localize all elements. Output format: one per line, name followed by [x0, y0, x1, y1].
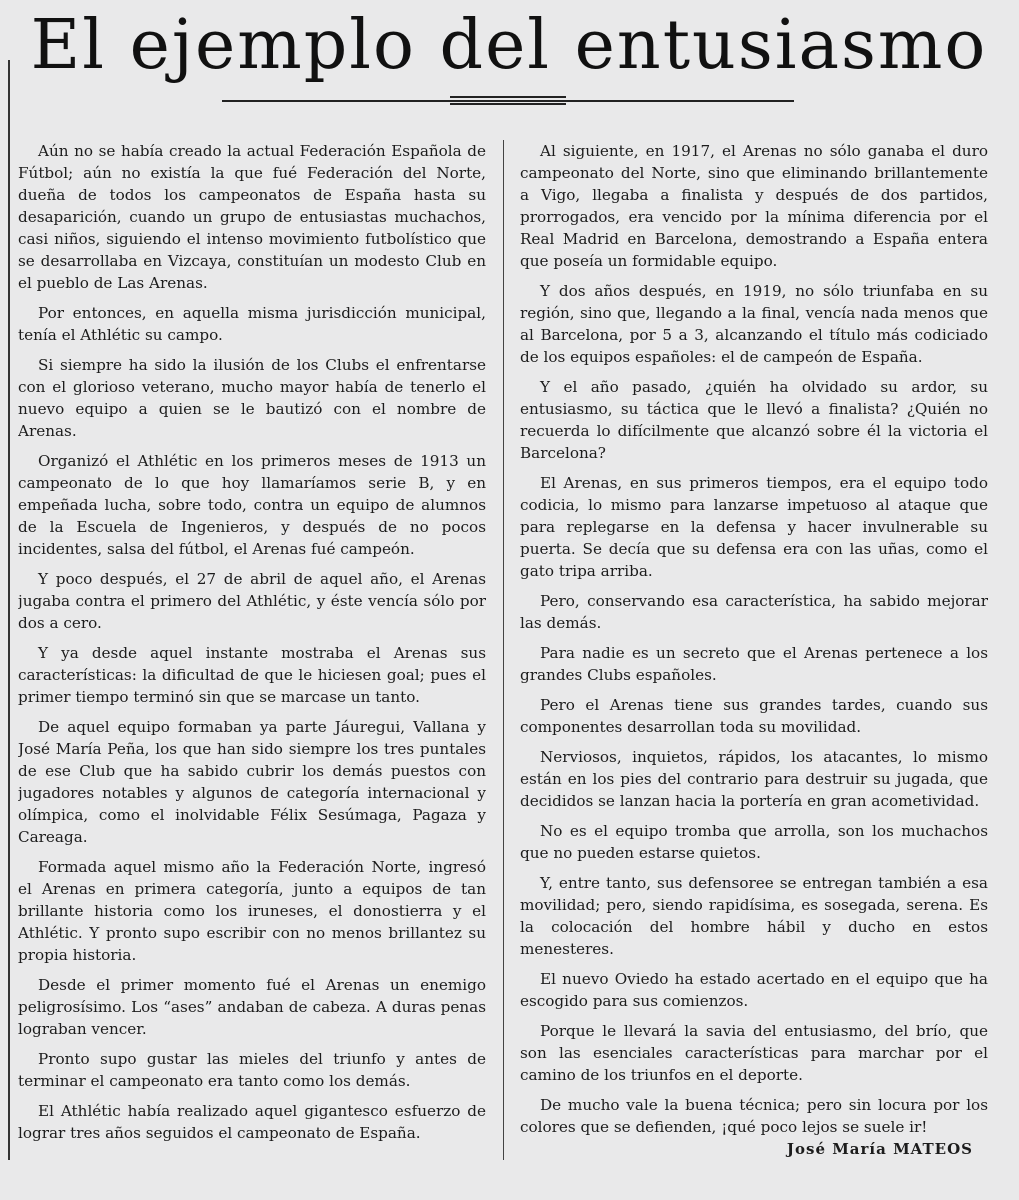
paragraph: Porque le llevará la savia del entusiasmo, del brío, que son las esenciales características para marchar por el camino de los triunfos en el deporte. — [520, 1022, 988, 1084]
paragraph: Organizó el Athlétic en los primeros meses de 1913 un campeonato de lo que hoy llamaríamos serie B, y en empeñada lucha, sobre todo, contra un equipo de alumnos de la Escuela de Ingenieros, y después de no pocos incidentes, salsa del fútbol, el Arenas fué campeón. — [18, 452, 486, 558]
paragraph: No es el equipo tromba que arrolla, son los muchachos que no pueden estarse quietos. — [520, 822, 988, 862]
title-rule-double — [450, 96, 566, 105]
paragraph: Pero el Arenas tiene sus grandes tardes, cuando sus componentes desarrollan toda su movilidad. — [520, 696, 988, 736]
paragraph: Y dos años después, en 1919, no sólo triunfaba en su región, sino que, llegando a la final, vencía nada menos que al Barcelona, por 5 a 3, alcanzando el título más codiciado de los equipos españoles: el de campeón de España. — [520, 282, 988, 366]
article-title: El ejemplo del entusiasmo — [30, 6, 988, 85]
paragraph: El Arenas, en sus primeros tiempos, era el equipo todo codicia, lo mismo para lanzarse impetuoso al ataque que para replegarse en la defensa y hacer invulnerable su puerta. Se decía que su defensa era con las uñas, como el gato tripa arriba. — [520, 474, 988, 580]
paragraph: El nuevo Oviedo ha estado acertado en el equipo que ha escogido para sus comienzos. — [520, 970, 988, 1010]
left-column — [18, 140, 486, 1160]
paragraph: Desde el primer momento fué el Arenas un enemigo peligrosísimo. Los “ases” andaban de cabeza. A duras penas lograban vencer. — [18, 976, 486, 1038]
left-margin-rule — [8, 60, 10, 1160]
column-divider — [503, 140, 504, 1160]
paragraph: Aún no se había creado la actual Federación Española de Fútbol; aún no existía la que fué Federación del Norte, dueña de todos los campeonatos de España hasta su desaparición, cuando un grupo de entusiastas muchachos, casi niños, siguiendo el intenso movimiento futbolístico que se desarrollaba en Vizcaya, constituían un modesto Club en el pueblo de Las Arenas. — [18, 142, 486, 292]
paragraph: Y ya desde aquel instante mostraba el Arenas sus características: la dificultad de que le hiciesen goal; pues el primer tiempo terminó sin que se marcase un tanto. — [18, 644, 486, 706]
paragraph: El Athlétic había realizado aquel gigantesco esfuerzo de lograr tres años seguidos el campeonato de España. — [18, 1102, 486, 1142]
paragraph: Pero, conservando esa característica, ha sabido mejorar las demás. — [520, 592, 988, 632]
paragraph: Si siempre ha sido la ilusión de los Clubs el enfrentarse con el glorioso veterano, mucho mayor había de tenerlo el nuevo equipo a quien se le bautizó con el nombre de Arenas. — [18, 356, 486, 440]
paragraph: Al siguiente, en 1917, el Arenas no sólo ganaba el duro campeonato del Norte, sino que eliminando brillantemente a Vigo, llegaba a finalista y después de dos partidos, prorrogados, era vencido por la mínima diferencia por el Real Madrid en Barcelona, demostrando a España entera que poseía un formidable equipo. — [520, 142, 988, 270]
paragraph: De mucho vale la buena técnica; pero sin locura por los colores que se defienden, ¡qué poco lejos se suele ir! — [520, 1096, 988, 1136]
paragraph: Y poco después, el 27 de abril de aquel año, el Arenas jugaba contra el primero del Athlétic, y éste vencía sólo por dos a cero. — [18, 570, 486, 632]
author-signature: José María MATEOS — [786, 1140, 973, 1158]
paragraph: Y, entre tanto, sus defensoree se entregan también a esa movilidad; pero, siendo rapidísima, es sosegada, serena. Es la colocación del hombre hábil y ducho en estos menesteres. — [520, 874, 988, 958]
title-ornament-rule — [222, 96, 794, 106]
paragraph: Por entonces, en aquella misma jurisdicción municipal, tenía el Athlétic su campo. — [18, 304, 486, 344]
paragraph: Y el año pasado, ¿quién ha olvidado su ardor, su entusiasmo, su táctica que le llevó a finalista? ¿Quién no recuerda lo difícilmente que alcanzó sobre él la victoria el Barcelona? — [520, 378, 988, 462]
paragraph: Nerviosos, inquietos, rápidos, los atacantes, lo mismo están en los pies del contrario para destruir su jugada, que decididos se lanzan hacia la portería en gran acometividad. — [520, 748, 988, 810]
right-column — [520, 140, 988, 1160]
paragraph: Formada aquel mismo año la Federación Norte, ingresó el Arenas en primera categoría, junto a equipos de tan brillante historia como los iruneses, el donostierra y el Athlétic. Y pronto supo escribir con no menos brillantez su propia historia. — [18, 858, 486, 964]
paragraph: Para nadie es un secreto que el Arenas pertenece a los grandes Clubs españoles. — [520, 644, 988, 684]
paragraph: De aquel equipo formaban ya parte Jáuregui, Vallana y José María Peña, los que han sido siempre los tres puntales de ese Club que ha sabido cubrir los demás puestos con jugadores notables y algunos de categoría internacional y olímpica, como el inolvidable Félix Sesúmaga, Pagaza y Careaga. — [18, 718, 486, 846]
paragraph: Pronto supo gustar las mieles del triunfo y antes de terminar el campeonato era tanto como los demás. — [18, 1050, 486, 1090]
